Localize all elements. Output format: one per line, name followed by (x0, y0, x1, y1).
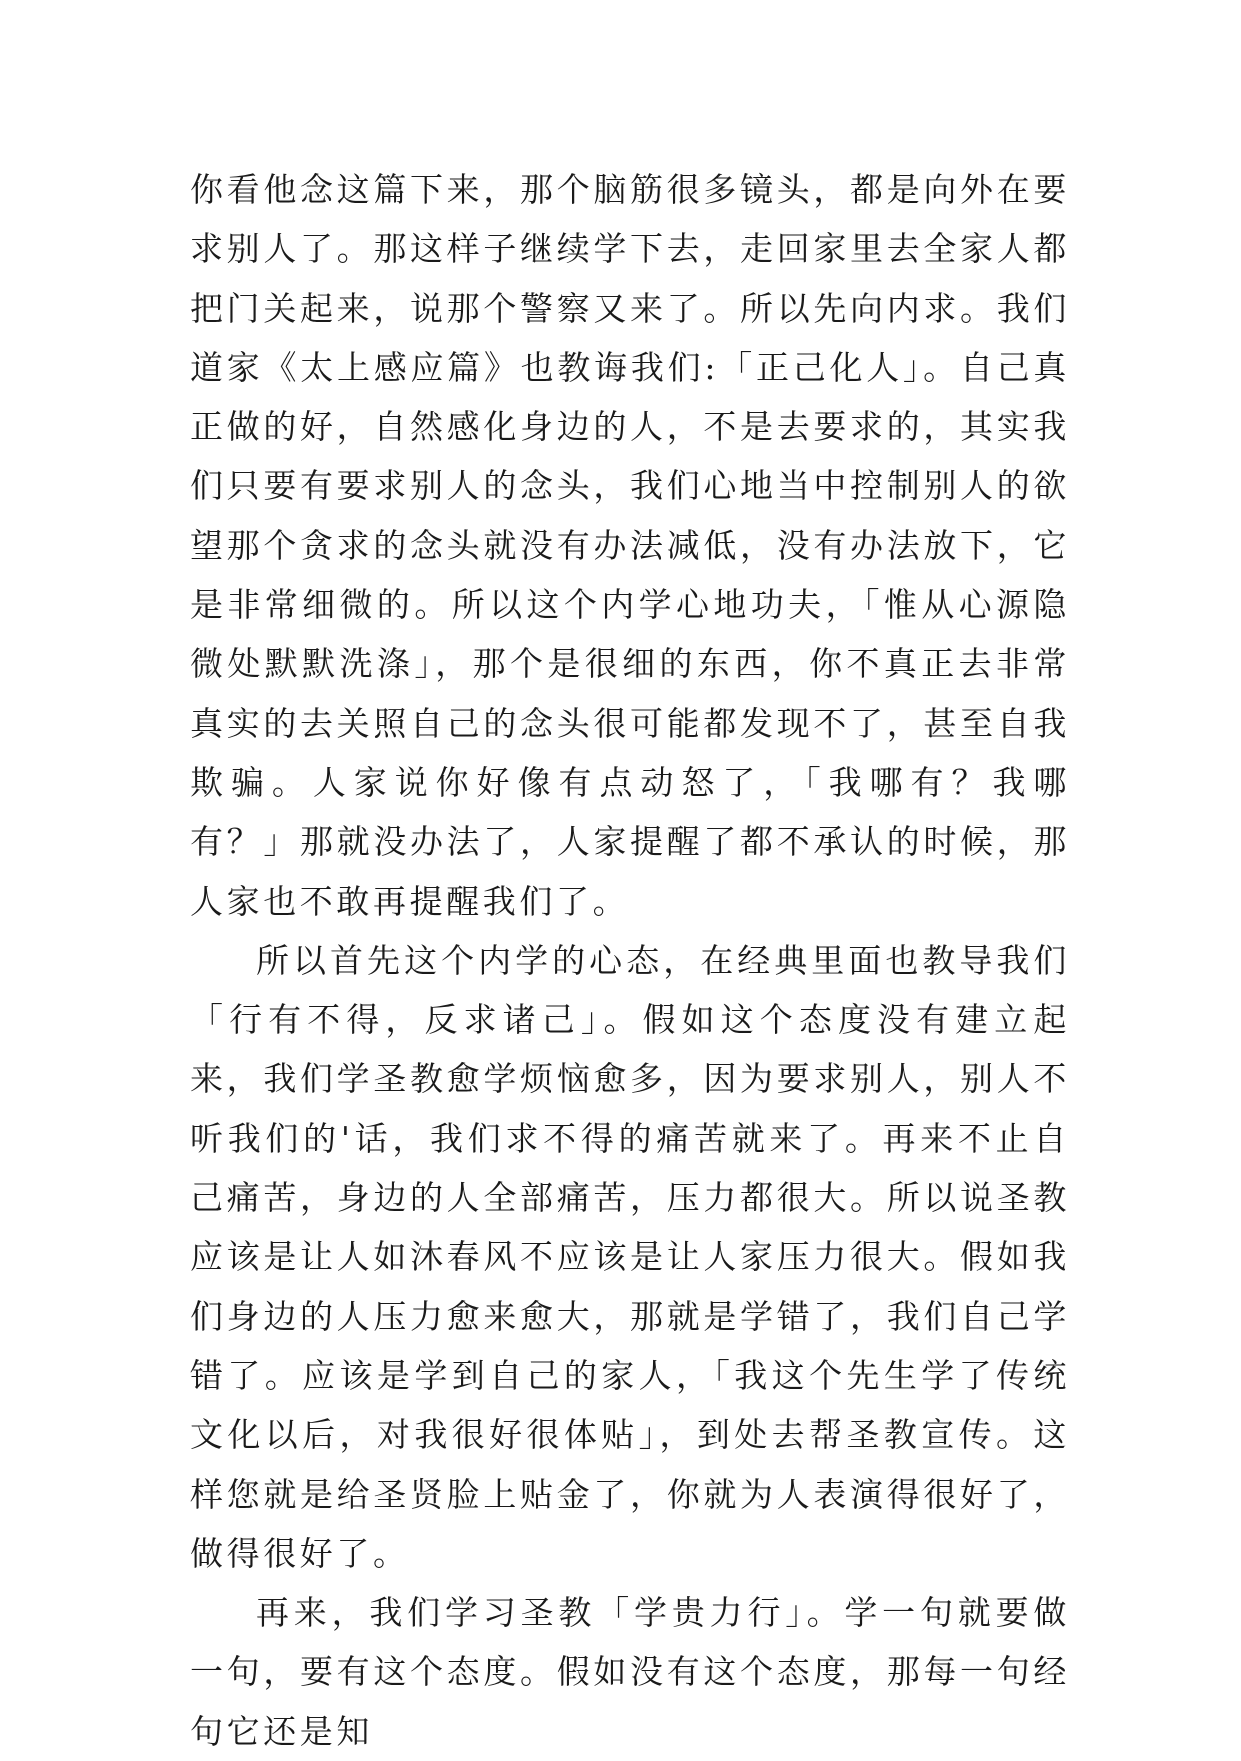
paragraph-1: 你看他念这篇下来，那个脑筋很多镜头，都是向外在要求别人了。那这样子继续学下去，走回家里去全家人都把门关起来，说那个警察又来了。所以先向内求。我们道家《太上感应篇》也教诲我们:「正己化人」。自己真正做的好，自然感化身边的人，不是去要求的，其实我们只要有要求别人的念头，我们心地当中控制别人的欲望那个贪求的念头就没有办法减低，没有办法放下，它是非常细微的。所以这个内学心地功夫，「惟从心源隐微处默默洗涤」，那个是很细的东西，你不真正去非常真实的去关照自己的念头很可能都发现不了，甚至自我欺骗。人家说你好像有点动怒了，「我哪有？我哪有？」那就没办法了，人家提醒了都不承认的时候，那人家也不敢再提醒我们了。 (190, 170, 1070, 921)
paragraph-2: 所以首先这个内学的心态，在经典里面也教导我们「行有不得，反求诸己」。假如这个态度没有建立起来，我们学圣教愈学烦恼愈多，因为要求别人，别人不听我们的'话，我们求不得的痛苦就来了。再来不止自己痛苦，身边的人全部痛苦，压力都很大。所以说圣教应该是让人如沐春风不应该是让人家压力很大。假如我们身边的人压力愈来愈大，那就是学错了，我们自己学错了。应该是学到自己的家人，「我这个先生学了传统文化以后，对我很好很体贴」，到处去帮圣教宣传。这样您就是给圣贤脸上贴金了，你就为人表演得很好了，做得很好了。 (190, 940, 1070, 1573)
paragraph-3: 再来，我们学习圣教「学贵力行」。学一句就要做一句，要有这个态度。假如没有这个态度，那每一句经句它还是知 (190, 1593, 1070, 1751)
body-text (190, 160, 1070, 1761)
